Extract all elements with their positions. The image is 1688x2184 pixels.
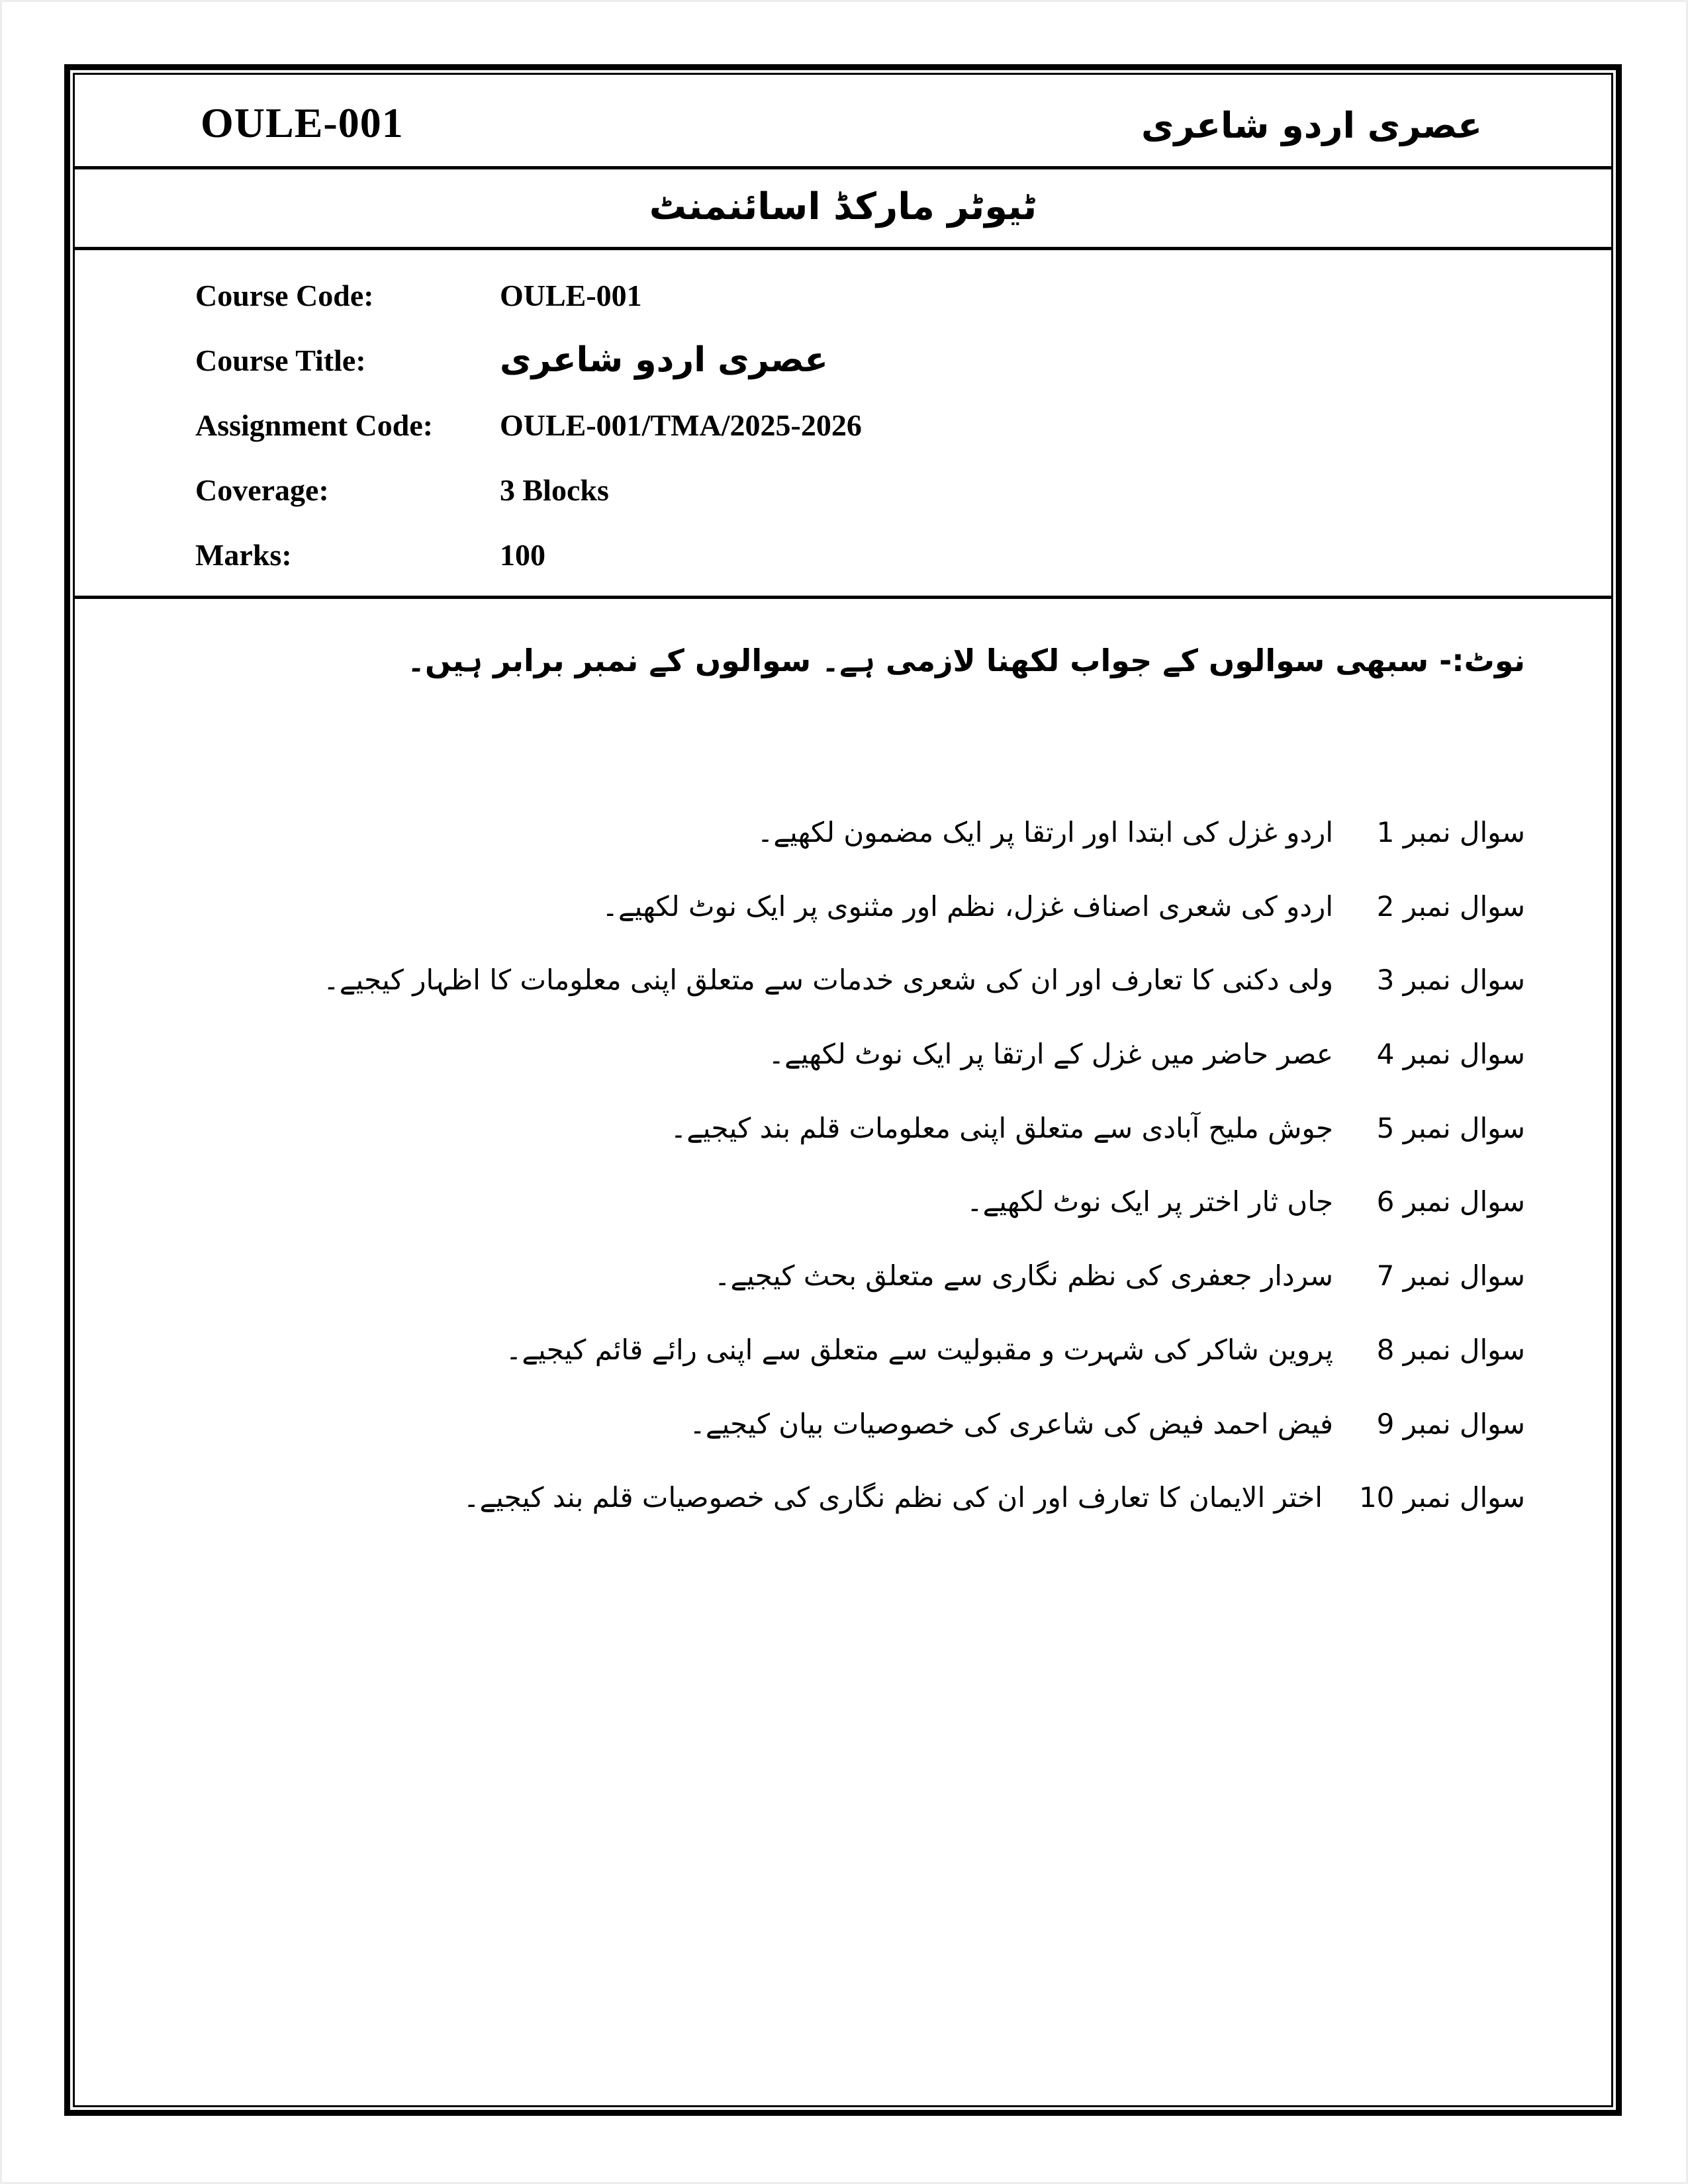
marks-row [195,533,1611,576]
document-header [75,75,1611,166]
question-text: اختر الایمان کا تعارف اور ان کی نظم نگاری کی خصوصیات قلم بند کیجیے۔ [463,1481,1323,1514]
question-number: سوال نمبر 10 [1358,1481,1525,1514]
question-row-1 [174,814,1525,852]
assignment-code-label: Assignment Code: [195,408,434,442]
question-number: سوال نمبر 8 [1376,1333,1525,1366]
question-text: عصر حاضر میں غزل کے ارتقا پر ایک نوٹ لکھیے۔ [768,1038,1333,1071]
header-course-code: OULE-001 [201,99,404,146]
course-code-value: OULE-001 [500,278,642,312]
marks-label: Marks: [195,537,292,572]
question-row-9 [174,1406,1525,1443]
question-row-3 [174,962,1525,999]
note-line: نوٹ:- سبھی سوالوں کے جواب لکھنا لازمی ہے۔ سوالوں کے نمبر برابر ہیں۔ [407,643,1525,678]
question-number: سوال نمبر 3 [1376,964,1525,997]
course-title-row [195,339,1611,381]
question-row-2 [174,888,1525,926]
course-code-row [195,274,1611,316]
course-title-value: عصری اردو شاعری [500,340,828,380]
question-text: سردار جعفری کی نظم نگاری سے متعلق بحث کیجیے۔ [714,1259,1333,1293]
question-row-10 [174,1479,1525,1517]
questions-list [75,678,1611,1517]
question-number: سوال نمبر 6 [1376,1185,1525,1218]
course-info-table [75,250,1611,596]
question-number: سوال نمبر 4 [1376,1038,1525,1071]
question-text: فیض احمد فیض کی شاعری کی خصوصیات بیان کیجیے۔ [689,1407,1333,1440]
question-text: جوش ملیح آبادی سے متعلق اپنی معلومات قلم بند کیجیے۔ [670,1111,1333,1144]
course-title-label: Course Title: [195,343,366,377]
assignment-code-row [195,404,1611,446]
question-text: ولی دکنی کا تعارف اور ان کی شعری خدمات سے متعلق اپنی معلومات کا اظہار کیجیے۔ [323,964,1333,997]
question-row-6 [174,1183,1525,1221]
header-course-title-urdu: عصری اردو شاعری [1141,105,1482,147]
assignment-code-value: OULE-001/TMA/2025-2026 [500,408,862,442]
marks-value: 100 [500,537,545,572]
question-text: اردو غزل کی ابتدا اور ارتقا پر ایک مضمون لکھیے۔ [757,816,1333,848]
coverage-label: Coverage: [195,473,329,507]
border-frame-inner [73,73,1613,2107]
coverage-value: 3 Blocks [500,473,609,507]
coverage-row [195,469,1611,511]
course-code-label: Course Code: [195,278,374,312]
question-text: اردو کی شعری اصناف غزل، نظم اور مثنوی پر ایک نوٹ لکھیے۔ [602,889,1333,923]
question-number: سوال نمبر 5 [1376,1111,1525,1144]
question-row-8 [174,1332,1525,1369]
question-number: سوال نمبر 7 [1376,1259,1525,1293]
border-frame [64,64,1622,2116]
question-text: جاں ثار اختر پر ایک نوٹ لکھیے۔ [966,1185,1333,1218]
question-number: سوال نمبر 2 [1376,889,1525,923]
question-number: سوال نمبر 1 [1376,816,1525,848]
question-row-7 [174,1257,1525,1295]
question-row-4 [174,1036,1525,1073]
question-text: پروین شاکر کی شہرت و مقبولیت سے متعلق سے اپنی رائے قائم کیجیے۔ [505,1333,1333,1366]
question-number: سوال نمبر 9 [1376,1407,1525,1440]
question-row-5 [174,1110,1525,1148]
assignment-title: ٹیوٹر مارکڈ اسائنمنٹ [649,185,1037,228]
